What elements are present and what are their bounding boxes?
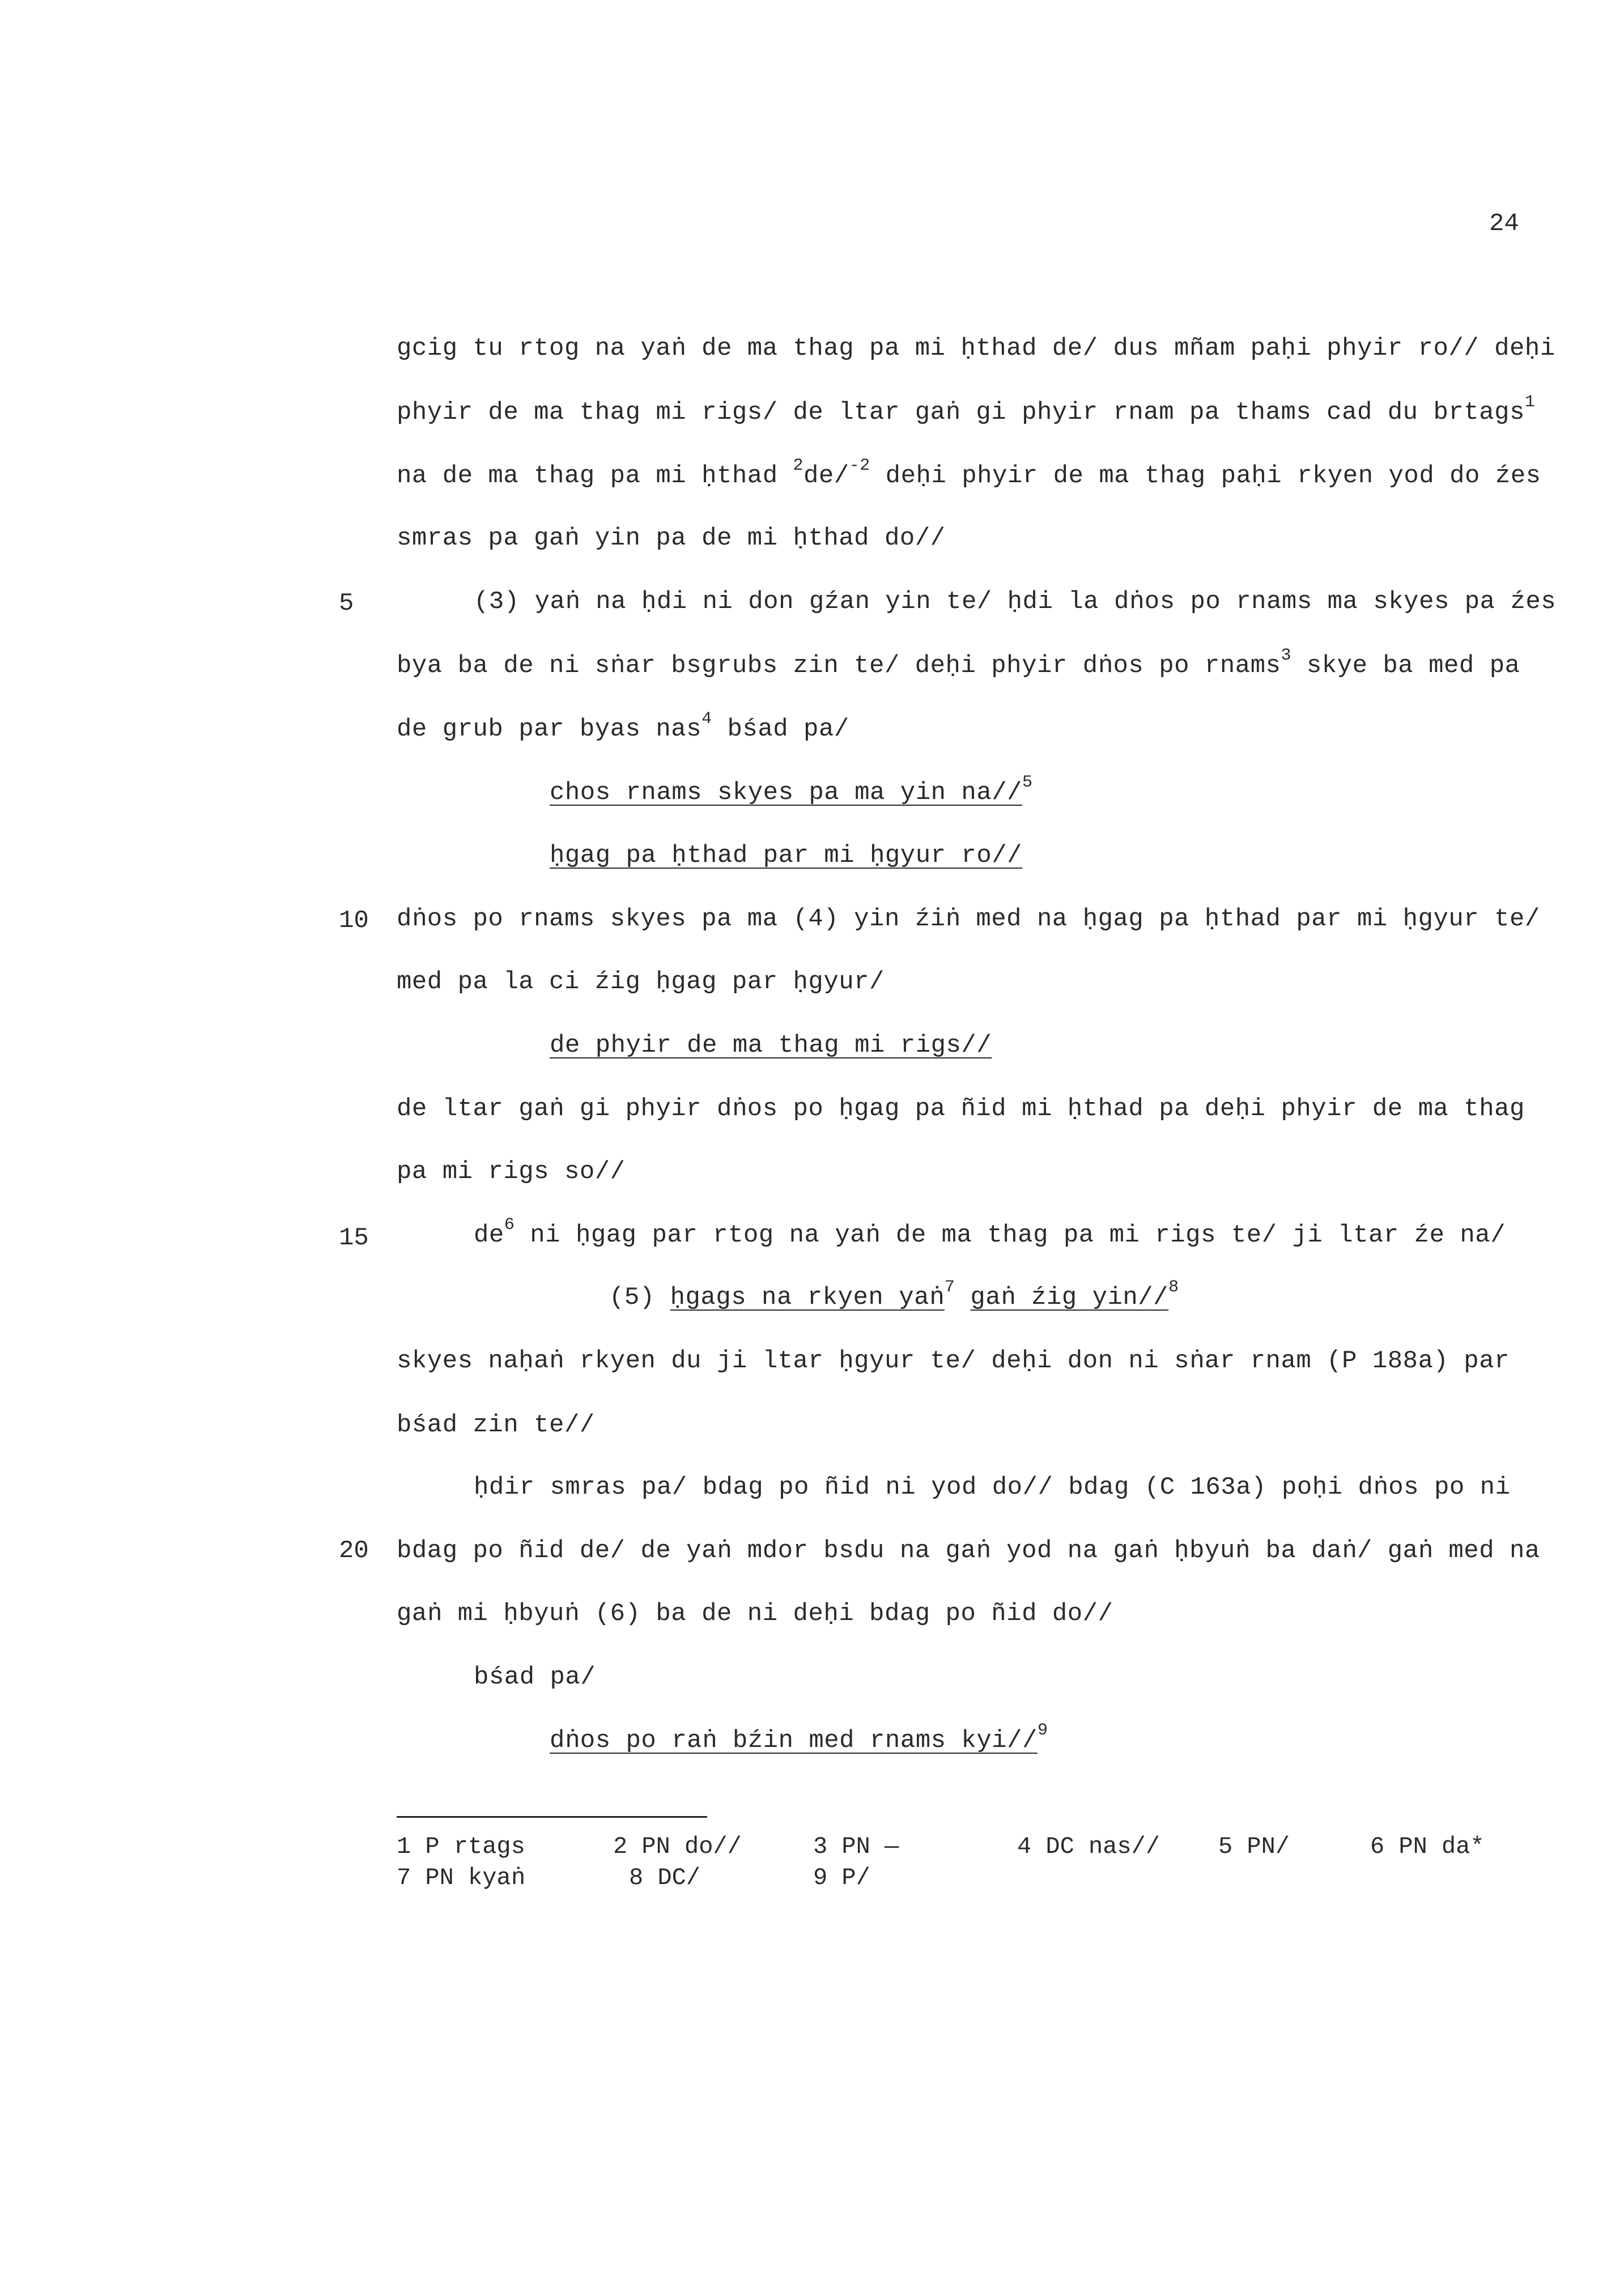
line-number-20: 20 [339, 1537, 369, 1565]
footnote-marker: 3 [1281, 646, 1291, 665]
footnote-9: 9 P/ [813, 1864, 870, 1891]
footnote-marker: 2 [793, 456, 804, 475]
text-line [550, 841, 1022, 870]
footnote-5: 5 PN/ [1218, 1833, 1290, 1860]
footnote-1: 1 P rtags [397, 1833, 525, 1860]
line-text: na de ma thag pa mi ḥthad [397, 462, 793, 490]
text-line [397, 1158, 626, 1186]
line-text: ni ḥgag par rtog na yaṅ de ma thag pa mi rigs te/ ji ltar źe na/ [515, 1221, 1506, 1249]
footnote-2: 2 PN do// [613, 1833, 742, 1860]
verse-text: ḥgags na rkyen yaṅ [670, 1283, 945, 1312]
verse-text: dṅos po raṅ bźin med rnams kyi// [550, 1727, 1038, 1755]
footnote-marker: 6 [504, 1215, 515, 1235]
line-text: de grub par byas nas [397, 715, 702, 743]
line-text: bśad zin te// [397, 1411, 595, 1439]
text-line [550, 1721, 1048, 1755]
verse-text: ḥgag pa ḥthad par mi ḥgyur ro// [550, 841, 1023, 870]
line-text: ḥdir smras pa/ bdag po ñid ni yod do// bdag (C 163a) poḥi dṅos po ni [474, 1473, 1511, 1502]
footnote-3: 3 PN — [813, 1833, 899, 1860]
line-text: dṅos po rnams skyes pa ma (4) yin źiṅ med na ḥgag pa ḥthad par mi ḥgyur te/ [397, 905, 1540, 933]
footnote-marker: -2 [849, 456, 870, 475]
line-number-10: 10 [339, 907, 369, 935]
page-number: 24 [1489, 210, 1519, 238]
footnote-marker: 9 [1037, 1721, 1048, 1740]
footnote-marker: 8 [1168, 1278, 1179, 1297]
line-number-15: 15 [339, 1224, 369, 1252]
line-text: (5) [609, 1283, 670, 1312]
text-line [397, 1347, 1510, 1375]
text-line [474, 1473, 1511, 1502]
line-text: deḥi phyir de ma thag paḥi rkyen yod do źes [870, 462, 1541, 490]
footnote-4: 4 DC nas// [1017, 1833, 1160, 1860]
verse-text: gaṅ źig yin// [970, 1283, 1169, 1312]
line-text: de [474, 1221, 504, 1249]
line-text: pa mi rigs so// [397, 1158, 626, 1186]
text-line [397, 1600, 1113, 1628]
footnote-marker: 4 [702, 709, 712, 729]
text-line [397, 1095, 1525, 1123]
text-line [397, 334, 1555, 363]
text-line [397, 709, 849, 743]
text-line [397, 968, 885, 996]
line-text: skyes naḥaṅ rkyen du ji ltar ḥgyur te/ deḥi don ni sṅar rnam (P 188a) par [397, 1347, 1510, 1375]
line-text: smras pa gaṅ yin pa de mi ḥthad do// [397, 524, 946, 552]
line-text: phyir de ma thag mi rigs/ de ltar gaṅ gi phyir rnam pa thams cad du brtags [397, 398, 1525, 427]
line-text: gcig tu rtog na yaṅ de ma thag pa mi ḥthad de/ dus mñam paḥi phyir ro// deḥi [397, 334, 1555, 363]
text-line [609, 1278, 1179, 1312]
text-line [550, 1031, 992, 1060]
line-text: gaṅ mi ḥbyuṅ (6) ba de ni deḥi bdag po ñid do// [397, 1600, 1113, 1628]
footnote-marker: 1 [1524, 393, 1536, 412]
line-text: de/ [804, 462, 849, 490]
verse-text: chos rnams skyes pa ma yin na// [550, 779, 1023, 807]
text-line [474, 1663, 596, 1691]
text-line [397, 646, 1520, 680]
footnote-6: 6 PN da* [1370, 1833, 1485, 1860]
footnote-8: 8 DC/ [629, 1864, 701, 1891]
text-line [474, 1215, 1506, 1249]
text-line [397, 905, 1540, 933]
line-text: med pa la ci źig ḥgag par ḥgyur/ [397, 968, 885, 996]
line-text [955, 1283, 970, 1312]
footnote-7: 7 PN kyaṅ [397, 1864, 525, 1891]
footnote-rule [397, 1816, 707, 1818]
text-line [397, 1537, 1540, 1565]
line-text: (3) yaṅ na ḥdi ni don gźan yin te/ ḥdi la dṅos po rnams ma skyes pa źes [474, 588, 1557, 616]
text-line [397, 1411, 595, 1439]
text-line [397, 456, 1541, 490]
line-text: de ltar gaṅ gi phyir dṅos po ḥgag pa ñid mi ḥthad pa deḥi phyir de ma thag [397, 1095, 1525, 1123]
text-line [474, 588, 1556, 616]
text-line [550, 773, 1033, 807]
line-number-5: 5 [339, 589, 354, 618]
verse-text: de phyir de ma thag mi rigs// [550, 1031, 992, 1060]
text-line [397, 524, 946, 552]
line-text: skye ba med pa [1291, 652, 1520, 680]
text-line [397, 393, 1536, 427]
line-text: bśad pa/ [712, 715, 849, 743]
footnote-marker: 7 [944, 1278, 955, 1297]
line-text: bdag po ñid de/ de yaṅ mdor bsdu na gaṅ yod na gaṅ ḥbyuṅ ba daṅ/ gaṅ med na [397, 1537, 1540, 1565]
line-text: bya ba de ni sṅar bsgrubs zin te/ deḥi phyir dṅos po rnams [397, 652, 1281, 680]
footnote-marker: 5 [1022, 773, 1033, 792]
line-text: bśad pa/ [474, 1663, 596, 1691]
